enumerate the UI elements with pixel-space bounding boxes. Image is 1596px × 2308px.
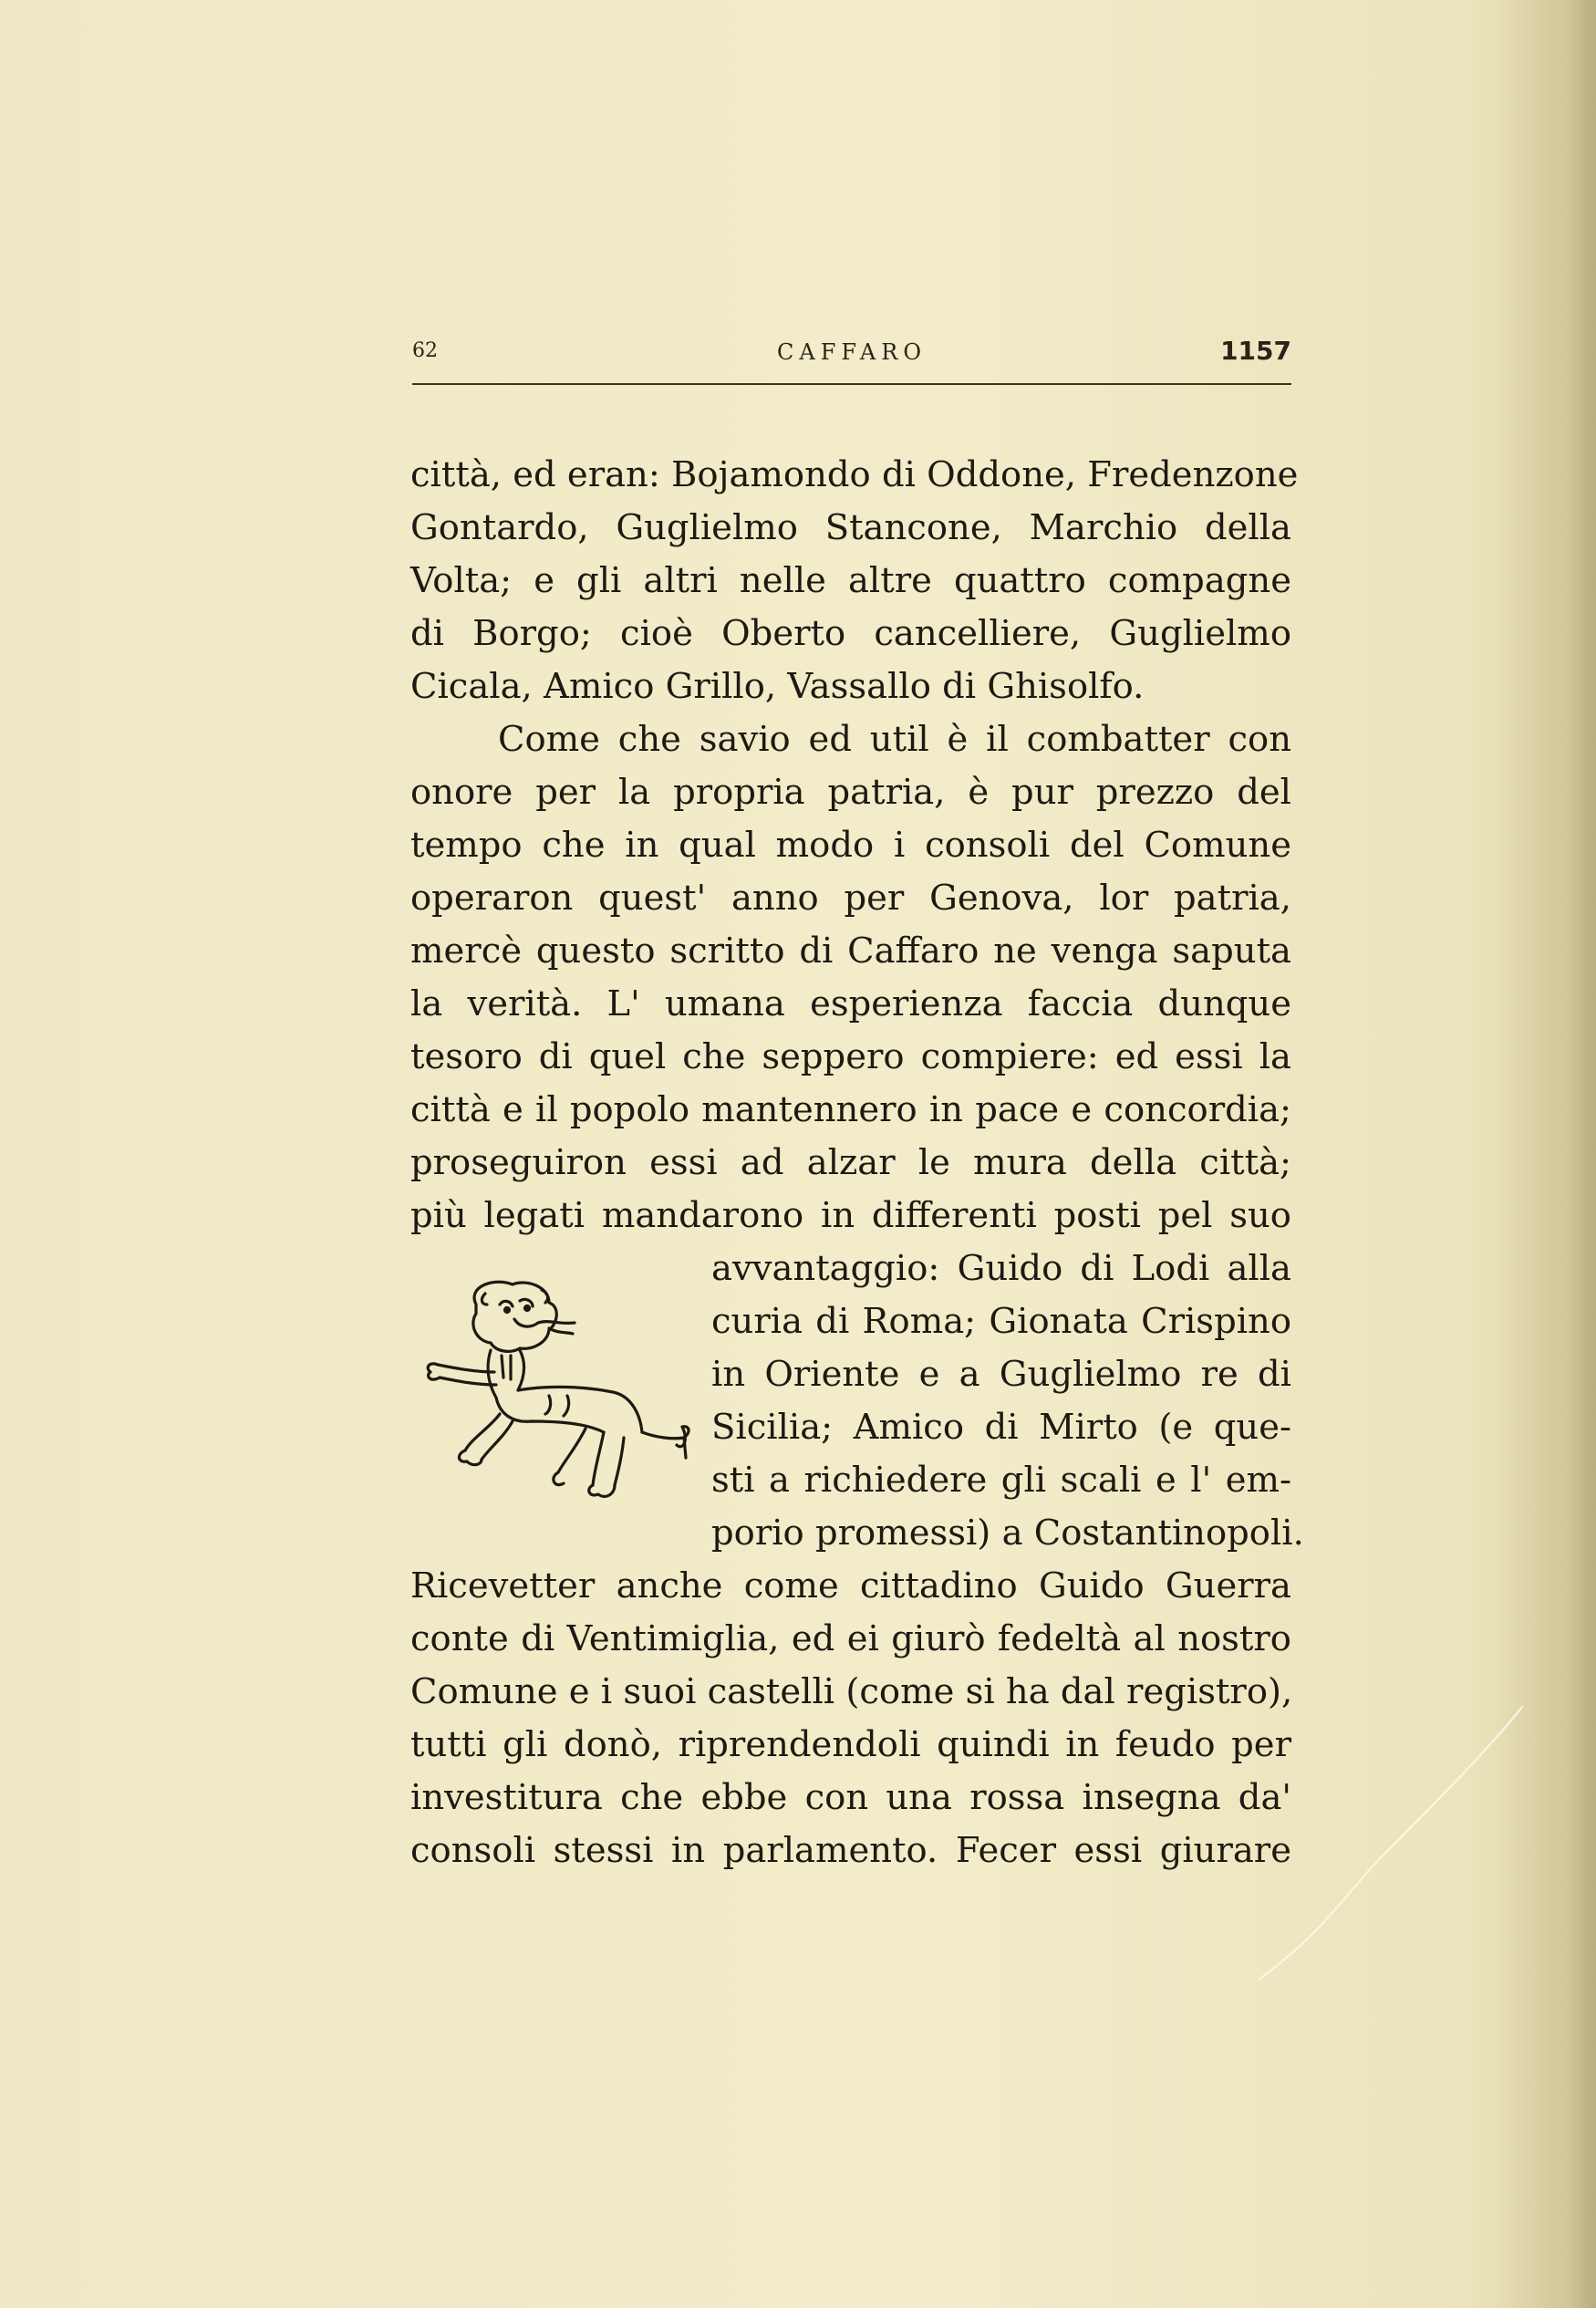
running-title: CAFFARO (777, 339, 927, 365)
year-marginal: 1157 (1220, 336, 1291, 366)
text-line: di Borgo; cioè Oberto cancelliere, Guglielmo (410, 613, 1291, 654)
running-head (412, 336, 1291, 381)
text-line: Volta; e gli altri nelle altre quattro compagne (410, 560, 1291, 601)
text-line: più legati mandarono in differenti posti pel suo (410, 1195, 1291, 1236)
text-line: tesoro di quel che seppero compiere: ed essi la (410, 1036, 1291, 1077)
text-line: Ricevetter anche come cittadino Guido Guerra (410, 1565, 1291, 1606)
book-spine-edge (1569, 0, 1596, 2308)
text-line: tempo che in qual modo i consoli del Comune (410, 825, 1291, 866)
body-text (410, 449, 1304, 1877)
text-line-wrapped: avvantaggio: Guido di Lodi alla (711, 1248, 1291, 1289)
text-line: consoli stessi in parlamento. Fecer essi giurare (410, 1830, 1291, 1871)
text-line: Comune e i suoi castelli (come si ha dal registro), (410, 1671, 1293, 1712)
lion-vignette-icon (412, 1277, 695, 1514)
text-line-wrapped: in Oriente e a Guglielmo re di (711, 1354, 1291, 1395)
text-line: città e il popolo mantennero in pace e concordia; (410, 1089, 1291, 1130)
text-line: investitura che ebbe con una rossa insegna da' (410, 1777, 1291, 1818)
text-line: proseguiron essi ad alzar le mura della città; (410, 1142, 1291, 1183)
paper-crease-mark (1249, 1697, 1541, 1989)
text-line-wrapped: porio promessi) a Costantinopoli. (711, 1513, 1304, 1554)
text-line: città, ed eran: Bojamondo di Oddone, Fredenzone (410, 454, 1299, 495)
page-number: 62 (412, 339, 438, 362)
text-line: operaron quest' anno per Genova, lor patria, (410, 878, 1291, 919)
paragraph-start-line: Come che savio ed util è il combatter con (498, 719, 1291, 760)
text-line-wrapped: Sicilia; Amico di Mirto (e que- (711, 1407, 1291, 1448)
text-line: onore per la propria patria, è pur prezzo del (410, 772, 1291, 813)
header-rule (412, 383, 1291, 385)
text-line: mercè questo scritto di Caffaro ne venga saputa (410, 930, 1291, 972)
text-line: Gontardo, Guglielmo Stancone, Marchio della (410, 507, 1291, 548)
text-line: tutti gli donò, riprendendoli quindi in feudo per (410, 1724, 1291, 1765)
text-line: la verità. L' umana esperienza faccia dunque (410, 983, 1291, 1024)
text-line: conte di Ventimiglia, ed ei giurò fedeltà al nostro (410, 1618, 1291, 1659)
text-line: Cicala, Amico Grillo, Vassallo di Ghisolfo. (410, 666, 1145, 707)
text-line-wrapped: curia di Roma; Gionata Crispino (711, 1301, 1291, 1342)
text-line-wrapped: sti a richiedere gli scali e l' em- (711, 1460, 1291, 1501)
